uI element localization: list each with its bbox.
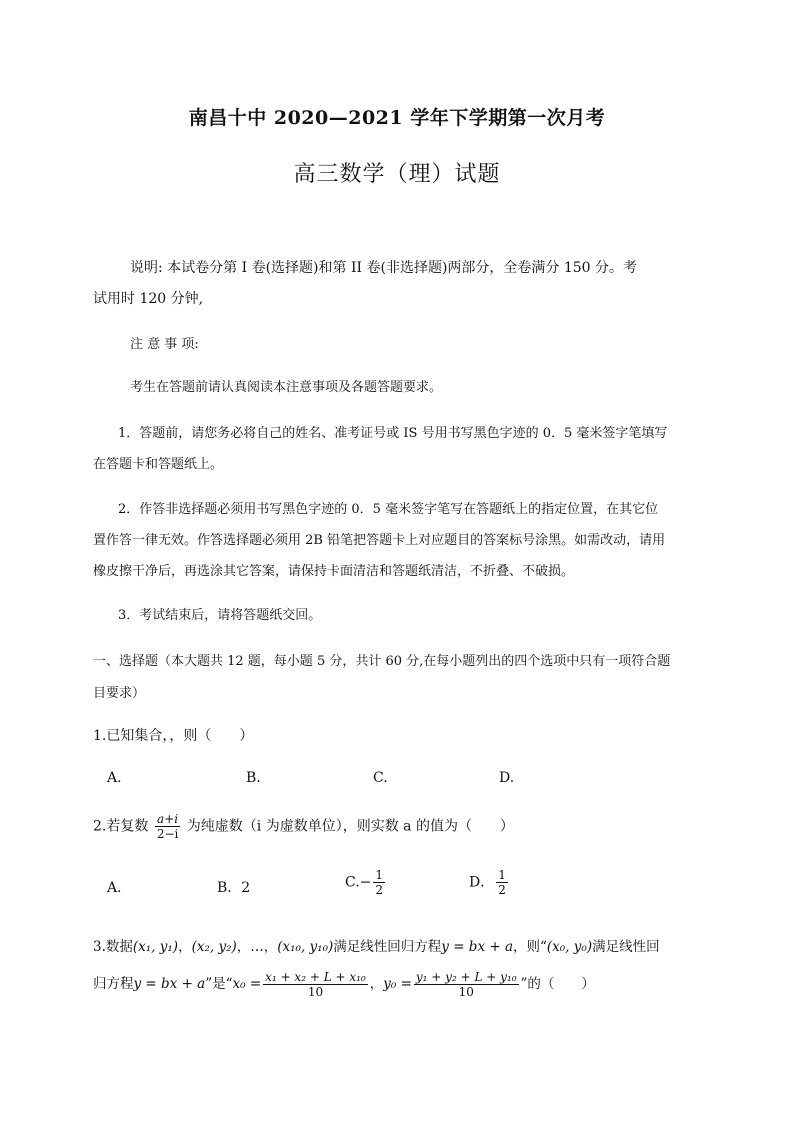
q3-x0-num: x₁ + x₂ + L + x₁₀ — [265, 970, 366, 984]
q2-option-a: A． — [107, 880, 132, 896]
item1-line-1: 1．答题前，请您务必将自己的姓名、准考证号或 IS 号用书写黑色字迹的 0．5 毫米签字笔填写 — [118, 426, 668, 441]
exam-title: 高三数学（理）试题 — [293, 162, 501, 187]
q2-fraction — [155, 812, 181, 841]
q3-x0-lhs: x₀ = — [232, 976, 262, 992]
q3-pair-1: (x₁, y₁) — [132, 939, 179, 955]
item2-line-3: 橡皮擦干净后，再选涂其它答案，请保持卡面清洁和答题纸清洁，不折叠、不破损。 — [93, 564, 575, 579]
section1-heading-line-2: 目要求） — [93, 686, 146, 701]
note-line-2: 试用时 120 分钟, — [93, 291, 204, 307]
q3-y0-frac — [414, 970, 519, 999]
q3-line2-suffix: ”的（ ） — [520, 976, 595, 992]
q2-option-b: B．2 — [217, 880, 251, 896]
read-carefully: 考生在答题前请认真阅读本注意事项及各题答题要求。 — [130, 380, 443, 395]
q2-prefix: 2.若复数 — [93, 818, 149, 835]
item1-line-2: 在答题卡和答题纸上。 — [93, 457, 224, 472]
q2-option-c-sign: − — [359, 874, 372, 891]
q2-stem — [93, 812, 514, 841]
item2-line-2: 置作答一律无效。作答选择题必须用 2B 铅笔把答题卡上对应题目的答案标号涂黑。如需改动，请用 — [93, 533, 666, 548]
q3-pair-10: (x₁₀, y₁₀) — [277, 939, 334, 955]
q3-line1-suffix: 满足线性回 — [592, 939, 660, 955]
q2-option-c-num: 1 — [375, 868, 384, 882]
q3-line-2 — [93, 970, 595, 999]
q1-option-a: A. — [107, 770, 122, 786]
q3-line-1: 3.数据(x₁, y₁)，(x₂, y₂)，…，(x₁₀, y₁₀)满足线性回归方程y = bx + a，则“(x₀, y₀)满足线性回 — [93, 939, 660, 955]
q3-line2-prefix: 归方程 — [93, 976, 134, 992]
q3-line2-mid: ”是“ — [205, 976, 233, 992]
q3-y0-num: y₁ + y₂ + L + y₁₀ — [415, 970, 517, 984]
q3-prefix: 3.数据 — [93, 939, 133, 955]
q2-option-c-den: 2 — [375, 883, 384, 897]
q2-option-d — [469, 868, 510, 897]
q3-sep: ， — [369, 976, 384, 992]
q1-option-c: C. — [373, 770, 388, 786]
q3-pair-2: (x₂, y₂) — [191, 939, 237, 955]
q2-option-d-frac — [496, 868, 508, 897]
q3-equation: y = bx + a — [441, 939, 513, 955]
q2-frac-den: 2−i — [156, 827, 179, 841]
school-title: 南昌十中 2020—2021 学年下学期第一次月考 — [188, 107, 606, 129]
q2-frac-num: a+i — [157, 812, 179, 826]
q2-option-c — [345, 868, 387, 897]
q1-stem: 1.已知集合，，则（ ） — [93, 728, 254, 744]
q2-option-d-num: 1 — [498, 868, 506, 882]
q3-y0-den: 10 — [458, 985, 474, 999]
q3-equation-2: y = bx + a — [133, 976, 206, 992]
q3-x0-frac — [263, 970, 368, 999]
q3-x0-den: 10 — [307, 985, 324, 999]
q3-line1-mid2: ，则“ — [513, 939, 547, 955]
q2-option-c-label: C. — [345, 874, 360, 891]
q1-option-d: D. — [499, 770, 515, 786]
q1-option-b: B. — [246, 770, 261, 786]
q2-option-c-frac — [373, 868, 385, 897]
q2-option-d-den: 2 — [498, 883, 506, 897]
q2-suffix: 为纯虚数（i 为虚数单位），则实数 a 的值为（ ） — [186, 818, 514, 835]
q3-pair-0: (x₀, y₀) — [546, 939, 593, 955]
q3-y0-lhs: y₀ = — [383, 976, 412, 992]
q3-line1-mid: 满足线性回归方程 — [333, 939, 442, 955]
item2-line-1: 2．作答非选择题必须用书写黑色字迹的 0．5 毫米签字笔写在答题纸上的指定位置，在其它位 — [118, 502, 659, 517]
note-line-1: 说明: 本试卷分第 I 卷(选择题)和第 II 卷(非选择题)两部分，全卷满分 150 分。考 — [130, 260, 638, 276]
item3: 3．考试结束后，请将答题纸交回。 — [118, 608, 322, 623]
section1-heading-line-1: 一、选择题（本大题共 12 题，每小题 5 分，共计 60 分,在每小题列出的四个选项中只有一项符合题 — [93, 654, 671, 669]
attention-heading: 注 意 事 项: — [130, 337, 199, 352]
q3-ellipsis: ，…， — [236, 939, 278, 955]
q2-option-d-label: D． — [469, 874, 495, 891]
